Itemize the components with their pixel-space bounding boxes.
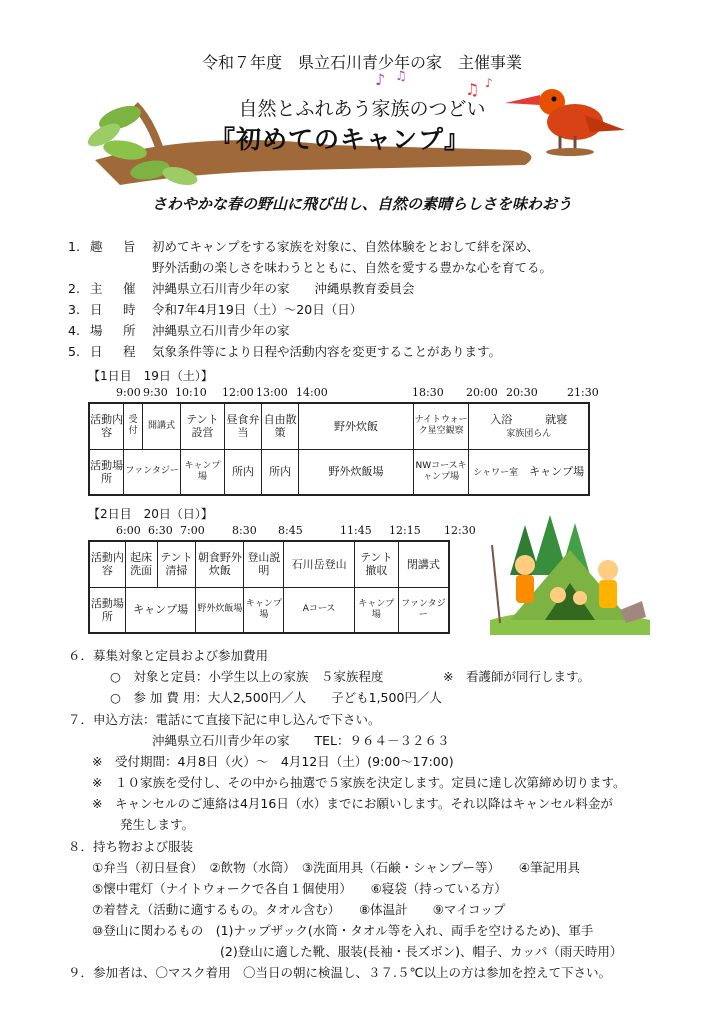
activity: 昼食弁当: [224, 403, 261, 449]
row-head: 活動内容: [89, 403, 124, 449]
belongings-row: ⑦着替え（活動に適するもの。タオル含む） ⑧体温計 ⑨マイコップ: [92, 902, 506, 917]
section7-note: ※ １０家族を受付し、その中から抽選で５家族を決定します。定員に達し次第締め切ります。: [92, 775, 626, 790]
item-date: 3. 日 時 令和7年4月19日（土）～20日（日）: [68, 302, 363, 317]
day2-time: 8:30: [232, 524, 257, 537]
day1-time: 9:30: [143, 386, 168, 399]
item-purpose-cont: 野外活動の楽しさを味わうとともに、自然を愛する豊かな心を育てる。: [152, 260, 553, 275]
belongings-row: ⑤懐中電灯（ナイトウォークで各自１個使用） ⑥寝袋（持っている方）: [92, 881, 507, 896]
day1-time: 10:10: [175, 386, 207, 399]
section9-note: ９．参加者は、〇マスク着用 〇当日の朝に検温し、３７.５℃以上の方は参加を控えて下さい。: [68, 965, 612, 980]
tagline: さわやかな春の野山に飛び出し、自然の素晴らしさを味わおう: [151, 195, 572, 213]
section7-note: ※ 受付期間：4月8日（火）～ 4月12日（土）(9:00～17:00): [92, 754, 454, 769]
place: 野外炊飯場: [299, 449, 414, 495]
bird-illustration: [500, 70, 640, 180]
day1-time: 20:00: [466, 386, 498, 399]
item-organizer: 2. 主 催 沖縄県立石川青少年の家 沖縄県教育委員会: [68, 281, 415, 296]
day1-time: 21:30: [567, 386, 599, 399]
place: 所内: [224, 449, 261, 495]
activity: テント清掃: [157, 541, 196, 587]
activity-cell: [469, 403, 589, 449]
row-head: 活動場所: [89, 587, 125, 633]
day1-time: 12:00: [222, 386, 254, 399]
day1-time: 20:30: [506, 386, 538, 399]
section7-note-cont: 発生します。: [120, 817, 195, 832]
svg-text:♫: ♫: [395, 69, 407, 84]
section7-note: ※ キャンセルのご連絡は4月16日（水）までにお願いします。それ以降はキャンセル料金が: [92, 796, 613, 811]
activity: 就寝: [545, 412, 568, 426]
camping-family-illustration: [470, 505, 660, 645]
activity: 開講式: [142, 403, 180, 449]
place: キャンプ場: [529, 464, 585, 478]
section8-heading: ８．持ち物および服装: [68, 839, 194, 854]
activity: 起床洗面: [125, 541, 157, 587]
activity: 自由散策: [262, 403, 299, 449]
day1-label: 【1日目 19日（土）】: [88, 369, 213, 383]
place: キャンプ場: [181, 449, 225, 495]
section7-heading: ７．申込方法：電話にて直接下記に申し込んで下さい。: [68, 712, 381, 727]
place: キャンプ場: [354, 587, 398, 633]
svg-text:♪: ♪: [375, 70, 386, 89]
section6-nurse-note: ※ 看護師が同行します。: [443, 669, 590, 684]
place: シャワー室: [473, 467, 519, 478]
belongings-row: ①弁当（初日昼食） ②飲物（水筒） ③洗面用具（石鹸・シャンプー等） ④筆記用具: [92, 860, 580, 875]
row-head: 活動内容: [89, 541, 125, 587]
music-notes: [370, 65, 510, 105]
activity: テント設営: [181, 403, 225, 449]
day1-time: 14:00: [296, 386, 328, 399]
section6-fee: ○ 参 加 費 用：大人2,500円／人 子ども1,500円／人: [110, 690, 442, 705]
day1-table: [88, 402, 590, 496]
section6-capacity: ○ 対象と定員：小学生以上の家族 ５家族程度: [110, 669, 384, 684]
day1-time: 9:00: [116, 386, 141, 399]
day2-time: 6:00: [116, 524, 141, 537]
svg-text:♪: ♪: [485, 76, 493, 90]
day2-time: 12:30: [444, 524, 476, 537]
place: キャンプ場: [244, 587, 284, 633]
header-line: 令和７年度 県立石川青少年の家 主催事業: [201, 53, 522, 72]
day2-time: 8:45: [278, 524, 303, 537]
place: Aコース: [284, 587, 355, 633]
belongings-row: (2)登山に適した靴、服装(長袖・長ズボン)、帽子、カッパ（雨天時用）: [220, 944, 623, 959]
day2-time: 7:00: [180, 524, 205, 537]
day2-table: [88, 540, 450, 634]
activity: 野外炊飯: [299, 403, 414, 449]
activity: 朝食野外炊飯: [196, 541, 244, 587]
item-purpose: 1. 趣 旨 初めてキャンプをする家族を対象に、自然体験をとおして絆を深め、: [68, 239, 540, 254]
place: NWコースキャンプ場: [413, 449, 469, 495]
item-schedule: 5. 日 程 気象条件等により日程や活動内容を変更することがあります。: [68, 344, 502, 359]
activity: 登山説明: [244, 541, 284, 587]
day2-time: 11:45: [340, 524, 372, 537]
activity: ナイトウォーク星空観察: [413, 403, 469, 449]
place-cell: [469, 449, 589, 495]
day1-time: 13:00: [256, 386, 288, 399]
day1-time: 18:30: [412, 386, 444, 399]
section6-heading: ６．募集対象と定員および参加費用: [68, 648, 269, 663]
row-head: 活動場所: [89, 449, 124, 495]
place: キャンプ場: [125, 587, 196, 633]
place: ファンタジー: [398, 587, 449, 633]
item-place: 4. 場 所 沖縄県立石川青少年の家: [68, 323, 290, 338]
subtitle: 自然とふれあう家族のつどい: [238, 98, 486, 120]
belongings-row: ⑩登山に関わるもの (1)ナップザック(水筒・タオル等を入れ、両手を空けるため)、軍手: [92, 923, 594, 938]
activity: 入浴: [490, 412, 513, 426]
place: 野外炊飯場: [196, 587, 244, 633]
place: ファンタジー: [124, 449, 181, 495]
activity: 閉講式: [398, 541, 449, 587]
activity: テント撤収: [354, 541, 398, 587]
day2-label: 【2日目 20日（日）】: [88, 507, 213, 521]
svg-text:♫: ♫: [465, 80, 480, 99]
section7-contact: 沖縄県立石川青少年の家 TEL：９６４－３２６３: [152, 733, 450, 748]
activity: 石川岳登山: [284, 541, 355, 587]
activity: 家族団らん: [506, 428, 552, 439]
event-title: 『初めてのキャンプ』: [209, 125, 470, 154]
place: 所内: [262, 449, 299, 495]
activity: 受付: [124, 403, 143, 449]
day2-time: 6:30: [148, 524, 173, 537]
day2-time: 12:15: [389, 524, 421, 537]
